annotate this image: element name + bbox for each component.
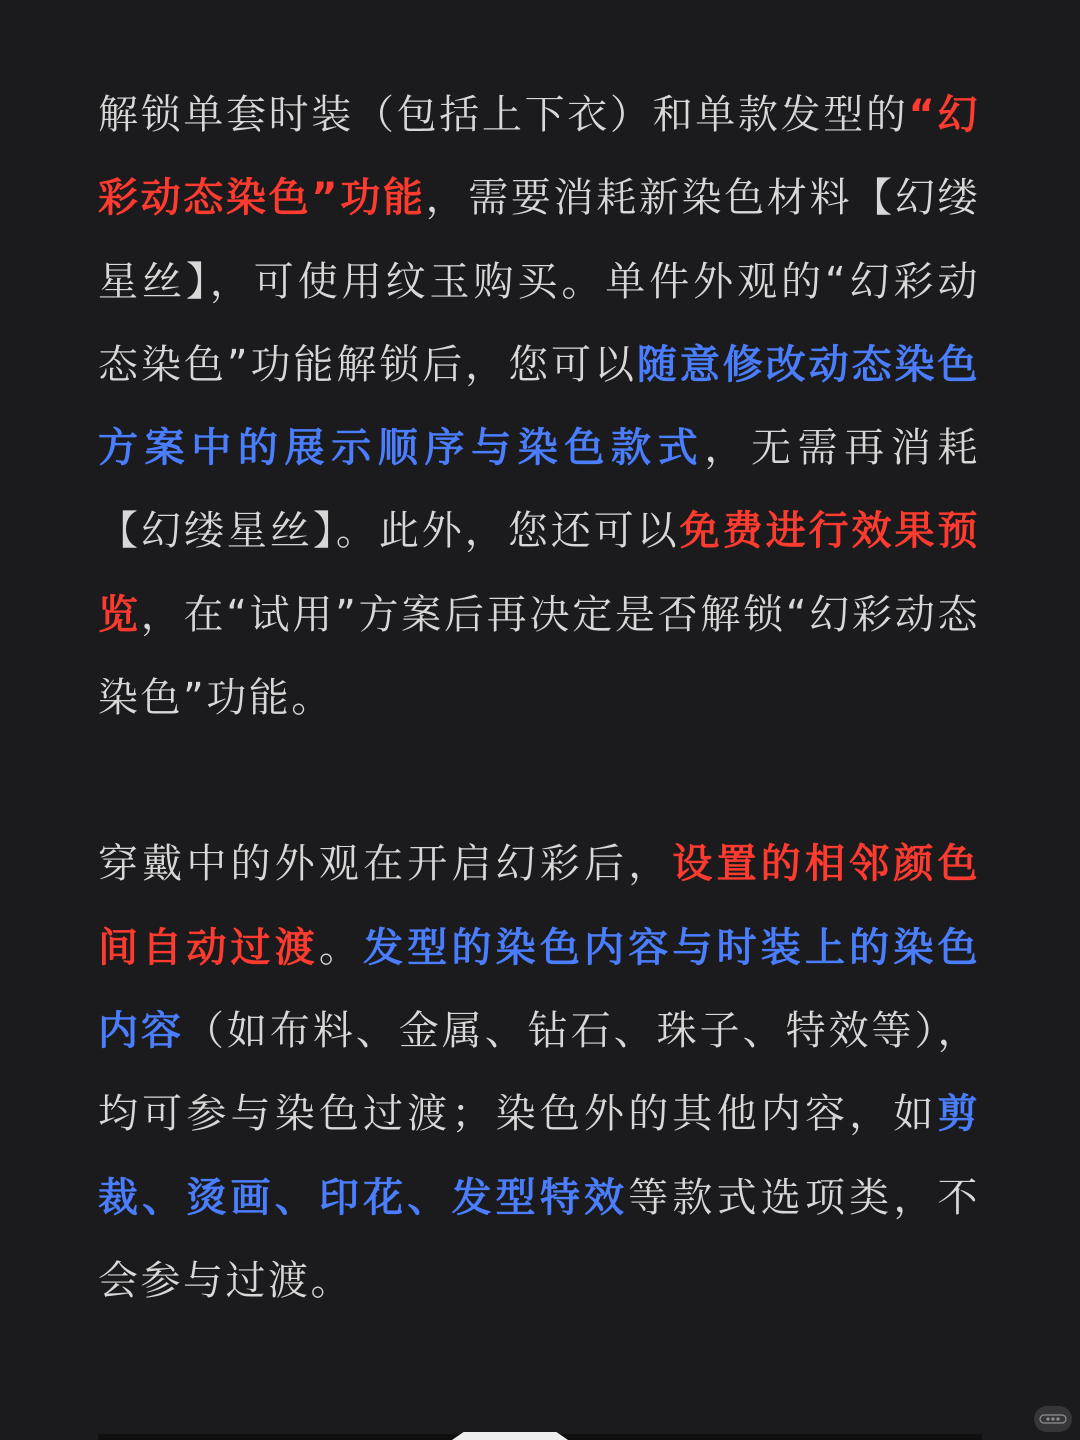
text-segment: ，需要消耗新染色材料【幻缕星丝】，可使用纹玉购买。单件外观的“幻彩动态染色”功能解锁后，您可以 bbox=[98, 175, 980, 388]
text-segment: 。 bbox=[318, 924, 364, 971]
text-segment: 等款式选项类，不会参与过渡。 bbox=[98, 1174, 981, 1304]
text-segment: 穿戴中的外观在开启幻彩后， bbox=[98, 841, 673, 888]
highlight-red-segment: 设置的相邻颜色间自动过渡 bbox=[98, 841, 981, 971]
paragraph-unlock-info bbox=[98, 74, 980, 740]
text-segment: 解锁单套时装（包括上下衣）和单款发型的 bbox=[98, 92, 909, 138]
highlight-red-segment: 免费进行效果预览 bbox=[98, 508, 981, 638]
highlight-blue-segment: 剪裁、烫画、印花、发型特效 bbox=[98, 1091, 980, 1221]
article-body bbox=[98, 74, 980, 1323]
watermark-logo-icon bbox=[1034, 1406, 1072, 1432]
highlight-blue-segment: 随意修改动态染色方案中的展示顺序与染色款式 bbox=[98, 341, 980, 472]
bottom-image-notch bbox=[452, 1432, 568, 1440]
highlight-red-segment: “幻彩动态染色”功能 bbox=[98, 92, 980, 222]
text-segment: ，无需再消耗【幻缕星丝】。此外，您还可以 bbox=[98, 425, 981, 555]
highlight-blue-segment: 发型的染色内容与时装上的染色内容 bbox=[98, 924, 981, 1054]
text-segment: （如布料、金属、钻石、珠子、特效等），均可参与染色过渡；染色外的其他内容，如 bbox=[98, 1007, 981, 1138]
paragraph-transition-info bbox=[98, 823, 980, 1323]
text-segment: ，在“试用”方案后再决定是否解锁“幻彩动态染色”功能。 bbox=[98, 591, 980, 722]
